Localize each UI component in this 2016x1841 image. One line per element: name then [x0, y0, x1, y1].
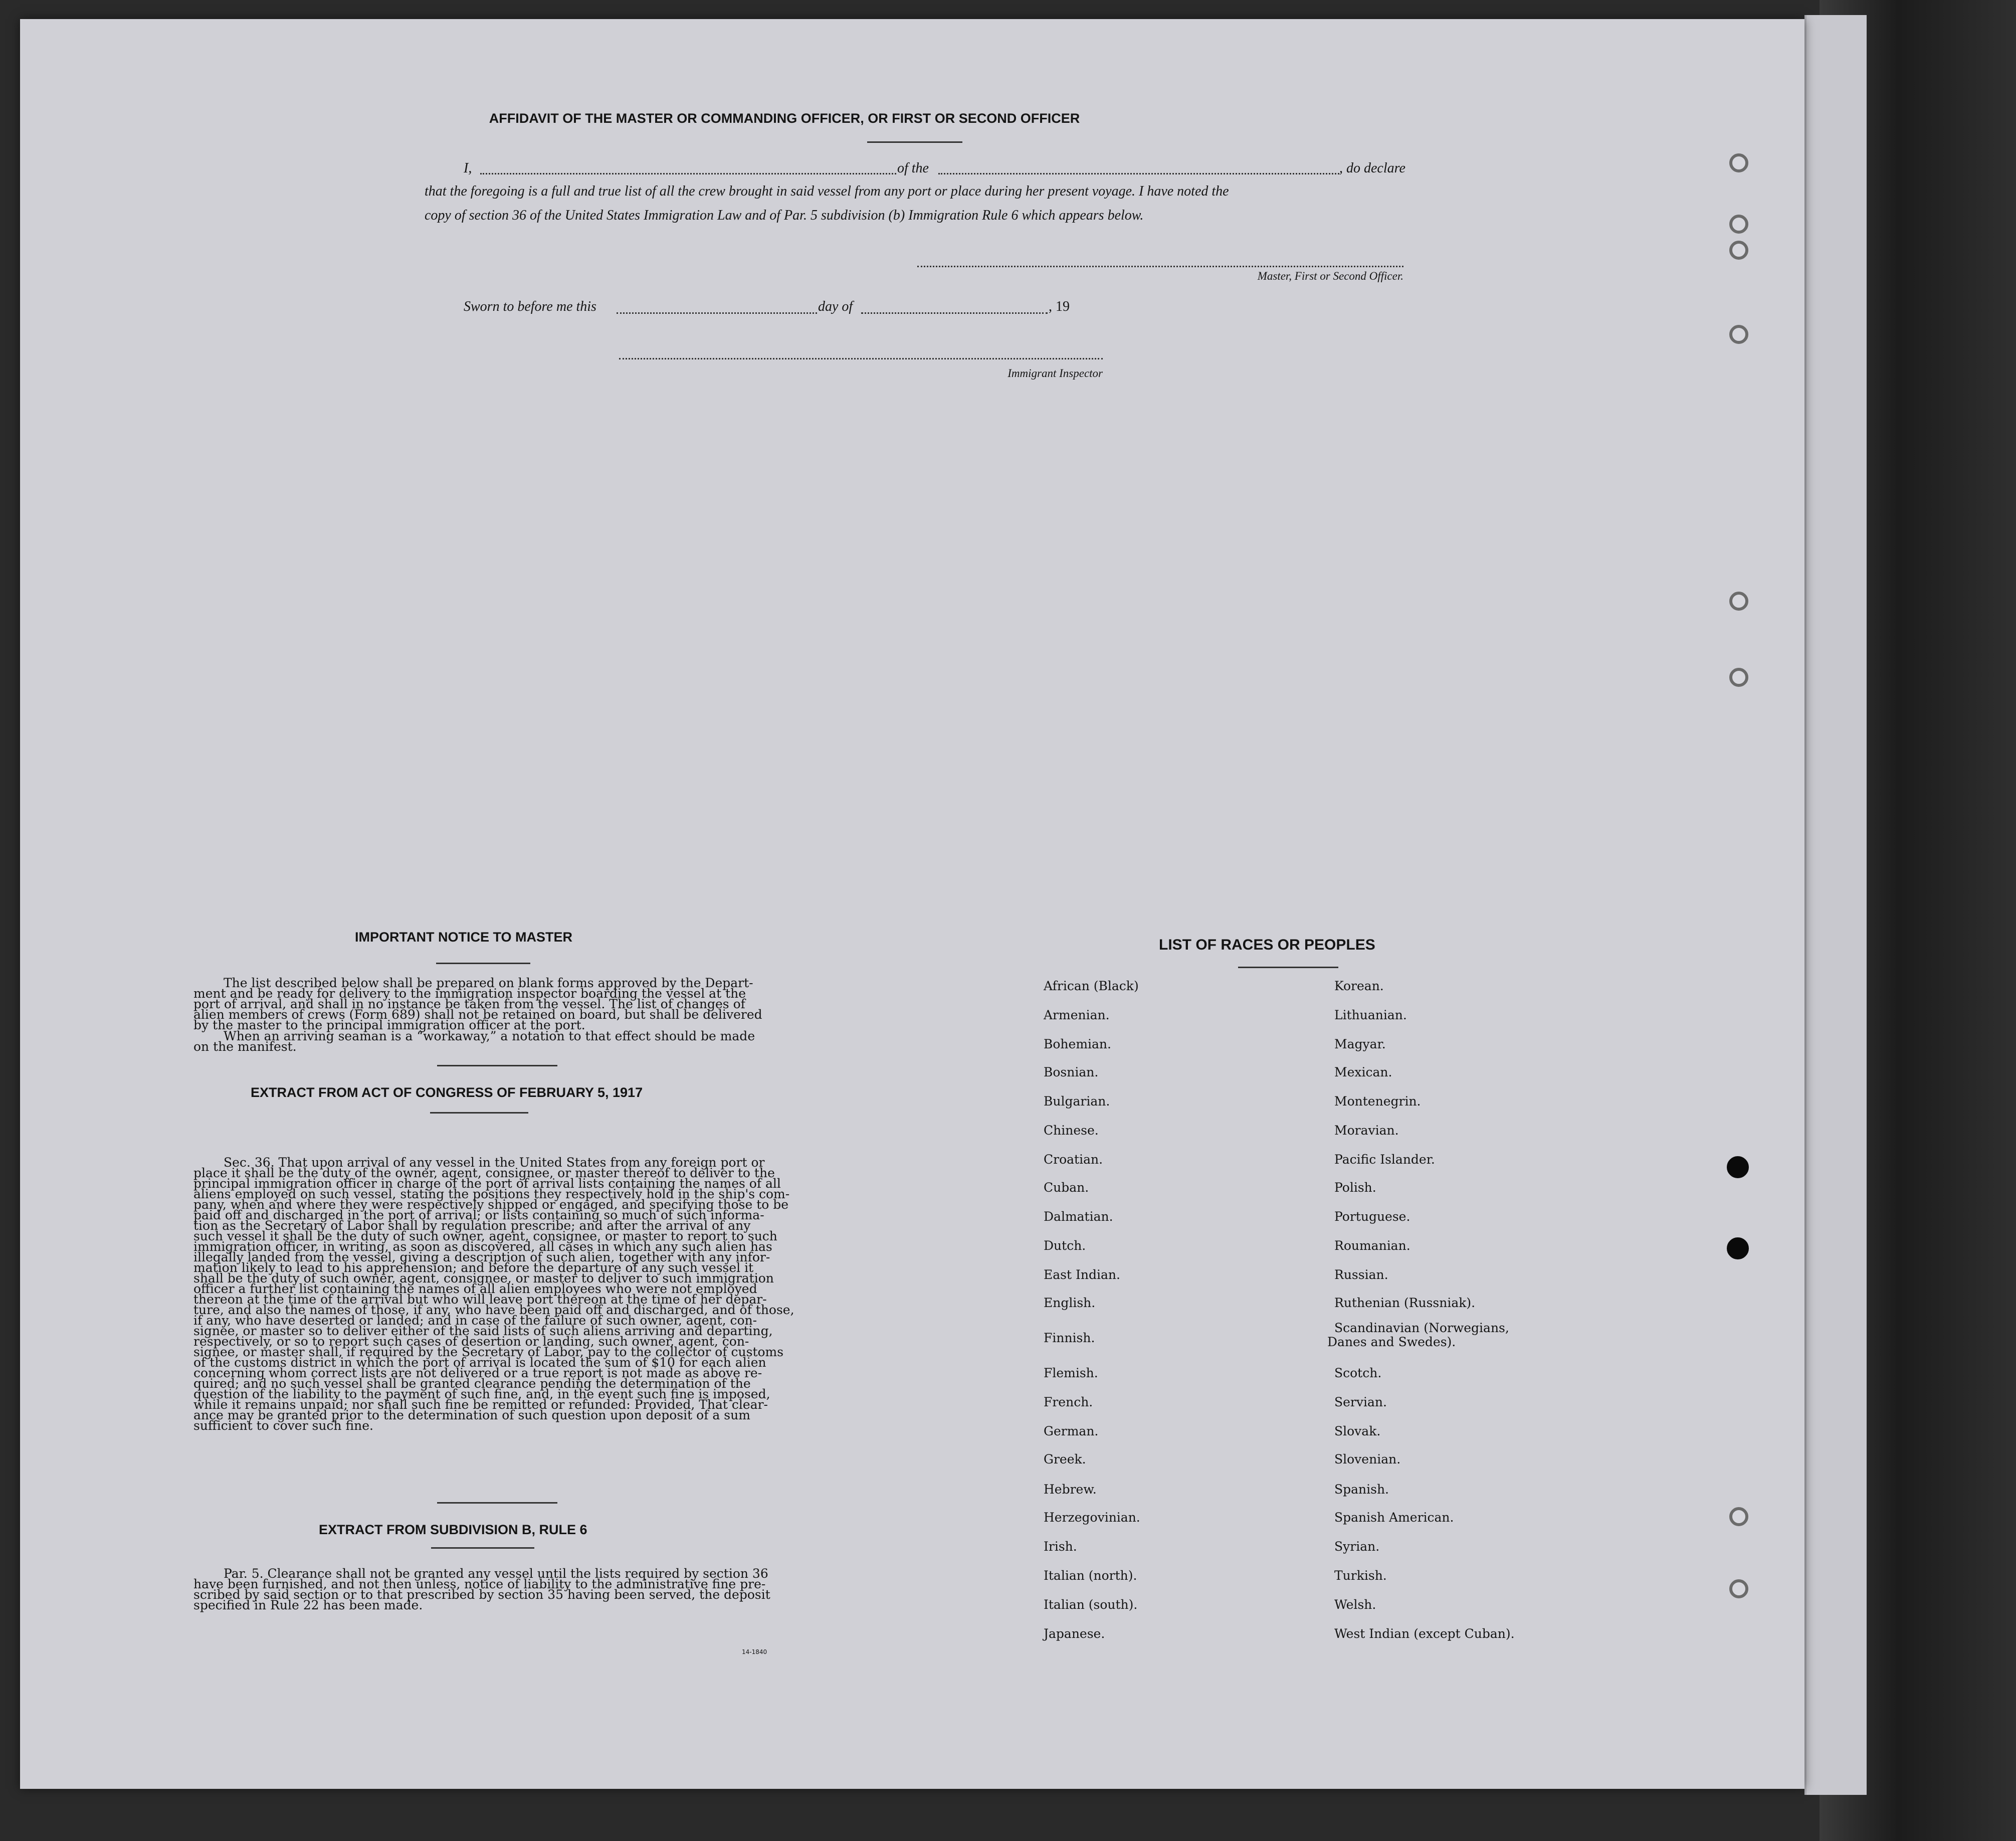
year-label: , 19 [1049, 299, 1070, 314]
race-item: Dutch. [1044, 1238, 1086, 1253]
extract-act-title: EXTRACT FROM ACT OF CONGRESS OF FEBRUARY 5, 1917 [251, 1085, 643, 1100]
title-rule [867, 141, 962, 143]
race-item: Bohemian. [1044, 1037, 1111, 1051]
race-item: Greek. [1044, 1452, 1086, 1466]
notice-divider [437, 1065, 557, 1066]
race-item: Spanish American. [1334, 1510, 1454, 1525]
notice-line: port of arrival, and shall in no instance be taken from the vessel. The list of changes of [193, 997, 745, 1011]
race-item: Mexican. [1334, 1065, 1392, 1079]
binder-hole [1729, 668, 1748, 687]
affidavit-of-the-label: of the [897, 160, 929, 176]
race-item: Magyar. [1334, 1037, 1386, 1051]
affidavit-i-label: I, [464, 160, 472, 176]
binder-hole [1729, 153, 1748, 172]
extract-act-body [193, 1157, 795, 1431]
sworn-label: Sworn to before me this [464, 299, 596, 314]
text-line: shall be the duty of such owner, agent, consignee, or master to deliver to such immigration [193, 1271, 774, 1285]
race-item: Spanish. [1334, 1482, 1389, 1497]
race-item: Irish. [1044, 1539, 1077, 1554]
race-item: Pacific Islander. [1334, 1152, 1435, 1167]
race-item: Lithuanian. [1334, 1008, 1407, 1022]
race-item: German. [1044, 1424, 1099, 1438]
binder-hole [1729, 325, 1748, 344]
race-item: Finnish. [1044, 1331, 1095, 1345]
text-line: tion as the Secretary of Labor shall by regulation prescribe; and after the arrival of any [193, 1218, 751, 1233]
race-item: Slovak. [1334, 1424, 1381, 1438]
race-item: Flemish. [1044, 1366, 1098, 1380]
text-line: such vessel it shall be the duty of such owner, agent, consignee, or master to report to such [193, 1229, 777, 1243]
race-item: African (Black) [1044, 979, 1139, 993]
race-item: Russian. [1334, 1267, 1388, 1282]
text-line: Par. 5. Clearance shall not be granted any vessel until the lists required by section 36 [224, 1566, 768, 1581]
inspector-blank [619, 358, 1103, 359]
race-item: Hebrew. [1044, 1482, 1097, 1497]
race-item: Danes and Swedes). [1327, 1335, 1456, 1349]
race-item: Dalmatian. [1044, 1209, 1113, 1224]
vessel-blank [938, 173, 1339, 174]
text-line: quired; and no such vessel shall be granted clearance pending the determination of the [193, 1376, 751, 1391]
race-item: Scotch. [1334, 1366, 1382, 1380]
race-item: West Indian (except Cuban). [1334, 1626, 1515, 1641]
text-line: ture, and also the names of those, if any, who have been paid off and discharged, and of those, [193, 1303, 794, 1317]
text-line: Sec. 36. That upon arrival of any vessel in the United States from any foreign port or [224, 1155, 765, 1170]
race-item: East Indian. [1044, 1267, 1120, 1282]
extract-act-rule [430, 1112, 528, 1114]
notice-line: When an arriving seaman is a “workaway,” a notation to that effect should be made [224, 1029, 755, 1043]
race-item: Moravian. [1334, 1123, 1399, 1138]
name-blank [480, 173, 896, 174]
text-line: if any, who have deserted or landed; and in case of the failure of such owner, agent, con- [193, 1313, 757, 1328]
binder-hole [1729, 592, 1748, 611]
race-item: Japanese. [1044, 1626, 1105, 1641]
text-line: aliens employed on such vessel, stating the positions they respectively hold in the ship's com- [193, 1187, 790, 1201]
race-item: Servian. [1334, 1395, 1387, 1409]
race-item: Chinese. [1044, 1123, 1099, 1138]
affidavit-title: AFFIDAVIT OF THE MASTER OR COMMANDING OFFICER, OR FIRST OR SECOND OFFICER [489, 111, 1080, 126]
text-line: place it shall be the duty of the owner, agent, consignee, or master thereof to deliver to the [193, 1166, 775, 1180]
text-line: respectively, or so to report such cases of desertion or landing, such owner, agent, con- [193, 1334, 749, 1349]
text-line: mation likely to lead to his apprehension; and before the departure of any such vessel it [193, 1260, 754, 1275]
text-line: illegally landed from the vessel, giving a description of such alien, together with any infor- [193, 1250, 770, 1264]
text-line: while it remains unpaid; nor shall such fine be remitted or refunded: Provided, That clear- [193, 1397, 768, 1412]
notice-title: IMPORTANT NOTICE TO MASTER [355, 930, 572, 945]
notice-paragraph-2 [193, 1031, 795, 1052]
binder-hole-dark [1727, 1156, 1749, 1178]
binder-hole-dark [1727, 1237, 1749, 1259]
affidavit-line-2: that the foregoing is a full and true list of all the crew brought in said vessel from any port or place during her present voyage. I have noted the [425, 183, 1229, 199]
race-item: Syrian. [1334, 1539, 1380, 1554]
race-item: Croatian. [1044, 1152, 1103, 1167]
race-item: Scandinavian (Norwegians, [1334, 1321, 1509, 1335]
form-number: 14-1840 [742, 1648, 767, 1655]
notice-line: ment and be ready for delivery to the immigration inspector boarding the vessel at the [193, 986, 746, 1001]
binder-hole [1729, 1579, 1748, 1598]
race-item: Herzegovinian. [1044, 1510, 1140, 1525]
race-item: Welsh. [1334, 1597, 1376, 1612]
notice-rule [436, 963, 530, 964]
text-line: principal immigration officer in charge of the port of arrival lists containing the names of all [193, 1176, 781, 1191]
text-line: officer a further list containing the names of all alien employees who were not employed [193, 1281, 757, 1296]
affidavit-line-3: copy of section 36 of the United States Immigration Law and of Par. 5 subdivision (b) Immigration Rule 6 which appears below. [425, 208, 1144, 223]
text-line: signee, or master so to deliver either of the said lists of such aliens arriving and departing, [193, 1324, 773, 1338]
text-line: thereon at the time of the arrival but who will leave port thereon at the time of her depar- [193, 1292, 767, 1307]
notice-line: by the master to the principal immigration officer at the port. [193, 1018, 585, 1032]
race-item: Italian (north). [1044, 1568, 1137, 1583]
month-blank [861, 312, 1048, 314]
notice-line: on the manifest. [193, 1039, 297, 1054]
text-line: question of the liability to the payment of such fine, and, in the event such fine is imposed, [193, 1387, 770, 1401]
signature-blank [917, 266, 1403, 267]
text-line: sufficient to cover such fine. [193, 1418, 373, 1433]
race-item: Polish. [1334, 1180, 1376, 1195]
signature-label: Master, First or Second Officer. [1257, 270, 1403, 282]
binder-hole [1729, 215, 1748, 234]
text-line: concerning whom correct lists are not delivered or a true report is not made as above re- [193, 1366, 762, 1380]
extract-rule-body [193, 1568, 795, 1610]
race-item: Ruthenian (Russniak). [1334, 1296, 1476, 1310]
race-item: Armenian. [1044, 1008, 1110, 1022]
text-line: scribed by said section or to that prescribed by section 35 having been served, the deposit [193, 1587, 770, 1602]
race-item: English. [1044, 1296, 1096, 1310]
sworn-day-blank [617, 312, 817, 314]
race-item: Montenegrin. [1334, 1094, 1421, 1109]
binder-hole [1729, 241, 1748, 260]
next-page-edge [1804, 15, 1867, 1795]
text-line: pany, when and where they were respectively shipped or engaged, and specifying those to be [193, 1197, 789, 1212]
race-item: French. [1044, 1395, 1093, 1409]
binder-hole [1729, 1507, 1748, 1526]
text-line: have been furnished, and not then unless, notice of liability to the administrative fine pre- [193, 1577, 766, 1591]
text-line: specified in Rule 22 has been made. [193, 1598, 423, 1612]
extract-rule-title: EXTRACT FROM SUBDIVISION B, RULE 6 [319, 1522, 587, 1537]
text-line: paid off and discharged in the port of arrival; or lists containing so much of such informa- [193, 1208, 764, 1222]
race-item: Italian (south). [1044, 1597, 1138, 1612]
notice-line: alien members of crews (Form 689) shall not be retained on board, but shall be delivered [193, 1007, 762, 1022]
text-line: of the customs district in which the port of arrival is located the sum of $10 for each alien [193, 1355, 766, 1370]
day-of-label: day of [818, 299, 853, 314]
race-item: Turkish. [1334, 1568, 1387, 1583]
race-item: Roumanian. [1334, 1238, 1410, 1253]
race-item: Bosnian. [1044, 1065, 1099, 1079]
inspector-label: Immigrant Inspector [1007, 367, 1103, 380]
notice-line: The list described below shall be prepared on blank forms approved by the Depart- [224, 976, 753, 990]
race-item: Korean. [1334, 979, 1384, 993]
race-item: Portuguese. [1334, 1209, 1410, 1224]
text-line: immigration officer, in writing, as soon as discovered, all cases in which any such alien has [193, 1239, 772, 1254]
manifest-page [20, 19, 1804, 1789]
text-line: signee, or master shall, if required by the Secretary of Labor, pay to the collector of customs [193, 1345, 784, 1359]
extract-rule-divider [437, 1502, 557, 1504]
races-rule [1238, 967, 1338, 968]
extract-rule-rule [431, 1547, 534, 1549]
text-line: ance may be granted prior to the determination of such question upon deposit of a sum [193, 1408, 750, 1422]
races-title: LIST OF RACES OR PEOPLES [1159, 937, 1375, 953]
race-item: Bulgarian. [1044, 1094, 1110, 1109]
race-item: Slovenian. [1334, 1452, 1401, 1466]
affidavit-declare-label: , do declare [1339, 160, 1405, 176]
notice-paragraph-1 [193, 978, 795, 1030]
race-item: Cuban. [1044, 1180, 1089, 1195]
